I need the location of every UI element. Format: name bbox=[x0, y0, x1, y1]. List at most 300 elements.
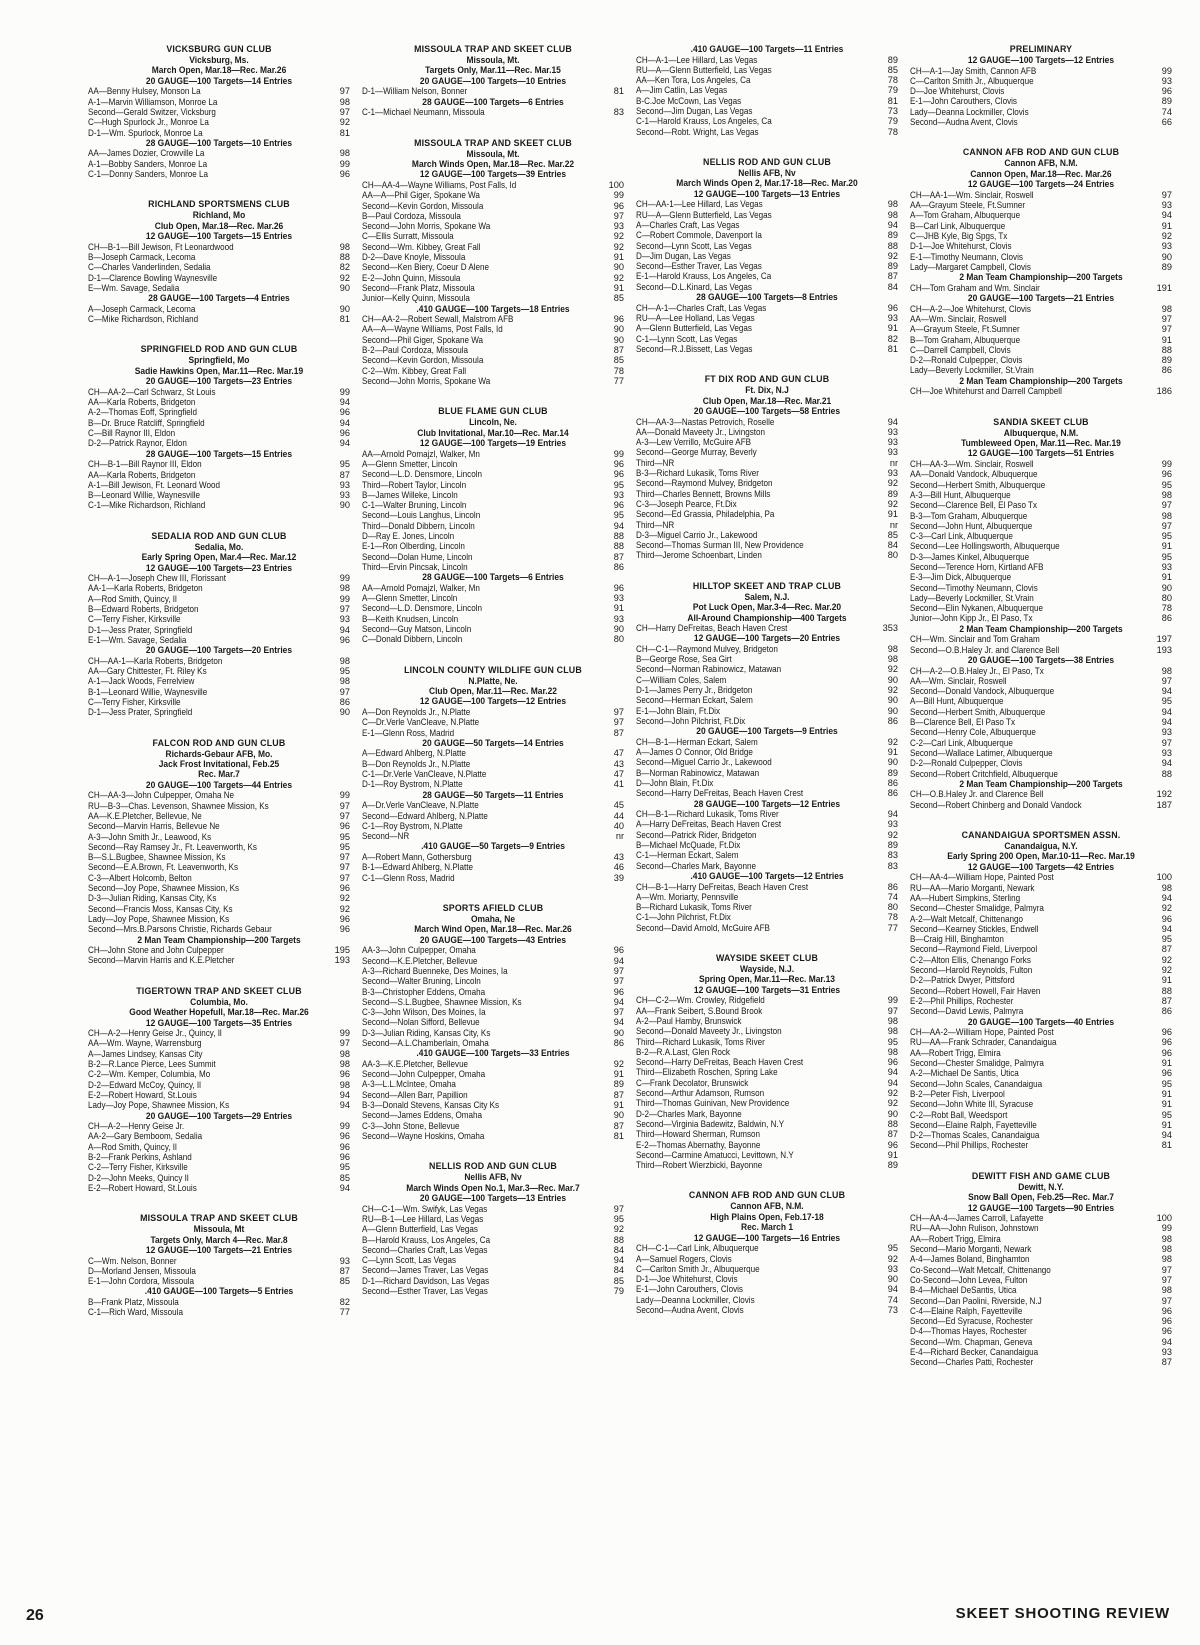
shooter-name: Second—Robert Critchfield, Albuquerque bbox=[910, 768, 1058, 779]
shooter-name: B—Harold Krauss, Los Angeles, Ca bbox=[362, 1234, 491, 1245]
shooter-score: 88 bbox=[613, 1234, 624, 1245]
shooter-name: B—Joseph Carmack, Lecoma bbox=[88, 252, 196, 263]
result-row bbox=[88, 1049, 350, 1059]
shooter-score: 92 bbox=[339, 903, 350, 914]
club-location: Cannon AFB, N.M. bbox=[730, 1200, 804, 1212]
shooter-name: A-3—Bill Hunt, Albuquerque bbox=[910, 489, 1011, 500]
shooter-score: 98 bbox=[887, 643, 898, 654]
shooter-name: B—Carl Link, Albuquerque bbox=[910, 220, 1006, 231]
club-name: LINCOLN COUNTY WILDLIFE GUN CLUB bbox=[404, 664, 582, 676]
result-row bbox=[910, 1326, 1172, 1336]
shooter-score: 91 bbox=[887, 323, 898, 334]
shooter-name: C—Wm. Nelson, Bonner bbox=[88, 1255, 177, 1266]
shooter-score: 98 bbox=[339, 148, 350, 159]
club-name: SANDIA SKEET CLUB bbox=[993, 416, 1089, 428]
shooter-score: 96 bbox=[339, 1152, 350, 1162]
shooter-name: CH—Harry DeFreitas, Beach Haven Crest bbox=[636, 622, 788, 633]
shooter-name: C-2—Robt Ball, Weedsport bbox=[910, 1109, 1008, 1120]
shooter-score: 99 bbox=[887, 995, 898, 1006]
result-row bbox=[88, 821, 350, 831]
shooter-score: 92 bbox=[887, 664, 898, 675]
shooter-name: D-2—Charles Mark, Bayonne bbox=[636, 1108, 742, 1119]
club-location: N.Platte, Ne. bbox=[468, 674, 518, 686]
shooter-score: 85 bbox=[887, 529, 898, 540]
shooter-name: CH—C-1—Wm. Swifyk, Las Vegas bbox=[362, 1203, 488, 1214]
result-row bbox=[362, 1286, 624, 1296]
shooter-name: C—William Coles, Salem bbox=[636, 674, 727, 685]
shooter-score: 96 bbox=[1161, 1037, 1172, 1048]
shooter-name: B-2—Peter Fish, Liverpool bbox=[910, 1088, 1005, 1099]
result-row bbox=[910, 1337, 1172, 1347]
result-row bbox=[88, 1152, 350, 1162]
shooter-score: 95 bbox=[1161, 551, 1172, 562]
result-row bbox=[362, 966, 624, 976]
shooter-name: D—Joe Whitehurst, Clovis bbox=[910, 86, 1005, 97]
shooter-name: A-1—Bobby Sanders, Monroe La bbox=[88, 158, 208, 169]
gauge-event-heading: 28 GAUGE—100 Targets—8 Entries bbox=[696, 291, 838, 303]
result-row bbox=[88, 304, 350, 314]
shooter-name: Second—Ken Biery, Coeur D Alene bbox=[362, 262, 490, 273]
shooter-name: C-1—Donny Sanders, Monroe La bbox=[88, 169, 208, 180]
club-results bbox=[910, 147, 1172, 396]
result-row bbox=[88, 811, 350, 821]
shooter-name: A-2—Thomas Eoff, Springfield bbox=[88, 407, 198, 418]
shooter-name: Second—Kevin Gordon, Missoula bbox=[362, 200, 484, 211]
shooter-name: Second—Elaine Ralph, Fayetteville bbox=[910, 1119, 1037, 1130]
result-row bbox=[88, 1080, 350, 1090]
shooter-score: 92 bbox=[339, 117, 350, 128]
result-row bbox=[362, 459, 624, 469]
result-row bbox=[362, 490, 624, 500]
shooter-score: 98 bbox=[339, 1059, 350, 1070]
result-row bbox=[636, 489, 898, 499]
shooter-name: A-2—Walt Metcalf, Chittenango bbox=[910, 913, 1023, 924]
shooter-score: 87 bbox=[613, 551, 624, 562]
club-location: Salem, N.J. bbox=[744, 590, 790, 602]
shooter-score: 89 bbox=[887, 1160, 898, 1171]
shooter-name: Second—Miguel Carrio Jr., Lakewood bbox=[636, 757, 772, 768]
shooter-score: 95 bbox=[1161, 1109, 1172, 1120]
gauge-event-heading: 20 GAUGE—100 Targets—9 Entries bbox=[696, 725, 838, 737]
result-row bbox=[636, 106, 898, 116]
result-row bbox=[88, 697, 350, 707]
shooter-score: 94 bbox=[613, 520, 624, 531]
shooter-score: 96 bbox=[1161, 1326, 1172, 1337]
shooter-score: 98 bbox=[339, 655, 350, 666]
shooter-name: CH—A-1—Lee Hillard, Las Vegas bbox=[636, 54, 758, 65]
shooter-score: 86 bbox=[1161, 365, 1172, 376]
shooter-score: 78 bbox=[887, 912, 898, 923]
gauge-event-heading: 28 GAUGE—50 Targets—11 Entries bbox=[422, 788, 564, 800]
shooter-name: C-1—Walter Bruning, Lincoln bbox=[362, 500, 467, 511]
shooter-score: 195 bbox=[334, 945, 350, 956]
result-row bbox=[910, 117, 1172, 127]
shooter-score: 88 bbox=[1161, 768, 1172, 779]
result-row bbox=[362, 583, 624, 593]
club-name: SEDALIA ROD AND GUN CLUB bbox=[151, 530, 287, 542]
result-row bbox=[910, 541, 1172, 551]
club-name: RICHLAND SPORTSMENS CLUB bbox=[148, 199, 290, 211]
shooter-score: 99 bbox=[339, 386, 350, 397]
shooter-name: Second—Marvin Harris, Bellevue Ne bbox=[88, 821, 220, 832]
club-name: BLUE FLAME GUN CLUB bbox=[438, 406, 548, 418]
shooter-name: CH—AA-1—Lee Hillard, Las Vegas bbox=[636, 199, 763, 210]
club-location: Vicksburg, Ms. bbox=[189, 54, 249, 65]
shooter-score: 93 bbox=[1161, 727, 1172, 738]
club-results bbox=[362, 665, 624, 883]
result-row bbox=[636, 1088, 898, 1098]
result-row bbox=[910, 1213, 1172, 1223]
result-row bbox=[636, 1274, 898, 1284]
shooter-name: C—Ellis Surratt, Missoula bbox=[362, 231, 454, 242]
shooter-score: 94 bbox=[1161, 1130, 1172, 1141]
result-row bbox=[636, 241, 898, 251]
shooter-score: 74 bbox=[887, 891, 898, 902]
result-row bbox=[910, 1316, 1172, 1326]
club-results bbox=[88, 986, 350, 1193]
club-name: FALCON ROD AND GUN CLUB bbox=[152, 737, 286, 749]
result-row bbox=[88, 1307, 350, 1317]
shooter-score: 97 bbox=[339, 810, 350, 821]
club-results bbox=[88, 738, 350, 966]
shooter-name: B-2—Paul Cordoza, Missoula bbox=[362, 345, 469, 356]
result-row bbox=[88, 614, 350, 624]
shooter-name: B-3—Christopher Eddens, Omaha bbox=[362, 986, 486, 997]
result-row bbox=[910, 872, 1172, 882]
shooter-score: 87 bbox=[339, 1265, 350, 1276]
shooter-score: 93 bbox=[613, 489, 624, 500]
shooter-name: E-3—Jim Dick, Albuquerque bbox=[910, 572, 1012, 583]
result-row bbox=[88, 801, 350, 811]
result-row bbox=[910, 593, 1172, 603]
shooter-score: 93 bbox=[1161, 75, 1172, 86]
shooter-score: 87 bbox=[1161, 1357, 1172, 1368]
shooter-name: B—Paul Cordoza, Missoula bbox=[362, 210, 461, 221]
result-row bbox=[910, 1099, 1172, 1109]
result-row bbox=[636, 344, 898, 354]
shooter-name: C—Charles Vanderlinden, Sedalia bbox=[88, 262, 211, 273]
shooter-score: 86 bbox=[887, 777, 898, 788]
club-event: Club Open, Mar.11—Rec. Mar.22 bbox=[428, 684, 558, 696]
shooter-score: 98 bbox=[1161, 1285, 1172, 1296]
result-row bbox=[88, 707, 350, 717]
club-results bbox=[636, 374, 898, 561]
shooter-name: Second—Harold Reynolds, Fulton bbox=[910, 965, 1033, 976]
club-name: SPRINGFIELD ROD AND GUN CLUB bbox=[140, 344, 298, 356]
result-row bbox=[910, 1265, 1172, 1275]
shooter-name: C-1—Glenn Ross, Madrid bbox=[362, 872, 455, 883]
club-name: CANNON AFB ROD AND GUN CLUB bbox=[962, 147, 1120, 159]
result-row bbox=[910, 1275, 1172, 1285]
shooter-name: Second—Audna Avent, Clovis bbox=[910, 117, 1018, 128]
shooter-name: Third—Jerome Schoenbart, Linden bbox=[636, 550, 762, 561]
shooter-name: AA—Wm. Sinclair, Roswell bbox=[910, 313, 1007, 324]
shooter-score: 97 bbox=[613, 210, 624, 221]
shooter-score: 97 bbox=[1161, 1264, 1172, 1275]
shooter-name: AA—Grayum Steele, Ft.Sumner bbox=[910, 200, 1026, 211]
gauge-event-heading: .410 GAUGE—100 Targets—5 Entries bbox=[144, 1285, 294, 1297]
shooter-score: 91 bbox=[613, 1100, 624, 1111]
club-location: Nellis AFB, Nv bbox=[464, 1171, 522, 1183]
shooter-name: Second—Frank Platz, Missoula bbox=[362, 282, 475, 293]
result-row bbox=[910, 1058, 1172, 1068]
shooter-name: CH—B-1—Richard Lukasik, Toms River bbox=[636, 809, 779, 820]
shooter-name: A-4—James Boland, Binghamton bbox=[910, 1254, 1030, 1265]
shooter-name: Second—Chester Smalidge, Palmyra bbox=[910, 1058, 1044, 1069]
shooter-score: 92 bbox=[887, 498, 898, 509]
shooter-name: Second—Charles Mark, Bayonne bbox=[636, 860, 756, 871]
result-row bbox=[362, 624, 624, 634]
shooter-score: 186 bbox=[1156, 386, 1172, 397]
shooter-score: 99 bbox=[339, 790, 350, 801]
gauge-event-heading: 12 GAUGE—100 Targets—51 Entries bbox=[967, 447, 1115, 459]
club-location: Canandaigua, N.Y. bbox=[1004, 840, 1078, 851]
result-row bbox=[910, 304, 1172, 314]
shooter-score: 94 bbox=[613, 996, 624, 1007]
result-row bbox=[362, 366, 624, 376]
shooter-name: B—Craig Hill, Binghamton bbox=[910, 934, 1004, 945]
shooter-name: CH—A-2—O.B.Haley Jr., El Paso, Tx bbox=[910, 665, 1044, 676]
shooter-name: CH—B-1—Bill Jewison, Ft Leonardwood bbox=[88, 241, 234, 252]
shooter-name: AA-3—John Culpepper, Omaha bbox=[362, 945, 476, 956]
result-row bbox=[910, 490, 1172, 500]
shooter-score: 99 bbox=[339, 573, 350, 584]
result-row bbox=[636, 850, 898, 860]
shooter-score: 87 bbox=[339, 469, 350, 480]
result-row bbox=[910, 934, 1172, 944]
result-row bbox=[910, 1254, 1172, 1264]
result-row bbox=[362, 221, 624, 231]
shooter-name: RU—AA—John Rulison, Johnstown bbox=[910, 1223, 1039, 1234]
shooter-score: 91 bbox=[1161, 572, 1172, 583]
club-event: March Wind Open, Mar.18—Rec. Mar.26 bbox=[414, 923, 572, 935]
shooter-score: 87 bbox=[613, 1089, 624, 1100]
results-column bbox=[362, 44, 624, 1574]
result-row bbox=[88, 676, 350, 686]
shooter-score: 92 bbox=[887, 478, 898, 489]
shooter-name: E-1—John Carouthers, Clovis bbox=[636, 1284, 743, 1295]
result-row bbox=[910, 727, 1172, 737]
shooter-score: 97 bbox=[613, 706, 624, 717]
gauge-event-heading: 28 GAUGE—100 Targets—6 Entries bbox=[422, 95, 564, 107]
result-row bbox=[636, 654, 898, 664]
shooter-name: Second—Clarence Bell, El Paso Tx bbox=[910, 500, 1038, 511]
shooter-name: Second—Arthur Adamson, Rumson bbox=[636, 1088, 765, 1099]
club-event: Good Weather Hopefull, Mar.18—Rec. Mar.26 bbox=[129, 1006, 309, 1018]
shooter-name: RU—AA—Mario Morganti, Newark bbox=[910, 882, 1035, 893]
team-championship-heading: 2 Man Team Championship—200 Targets bbox=[137, 933, 301, 945]
result-row bbox=[910, 231, 1172, 241]
result-row bbox=[362, 376, 624, 386]
result-row bbox=[362, 314, 624, 324]
shooter-name: E-1—Ron Olberding, Lincoln bbox=[362, 541, 465, 552]
result-row bbox=[910, 190, 1172, 200]
club-date: Rec. Mar.7 bbox=[198, 768, 240, 780]
result-row bbox=[88, 500, 350, 510]
shooter-score: 94 bbox=[613, 955, 624, 966]
result-row bbox=[88, 1256, 350, 1266]
result-row bbox=[910, 210, 1172, 220]
result-row bbox=[910, 521, 1172, 531]
shooter-name: Second—Mario Morganti, Newark bbox=[910, 1244, 1032, 1255]
shooter-name: Second—Ray Ramsey Jr., Ft. Leavenworth, Ks bbox=[88, 841, 257, 852]
shooter-score: 94 bbox=[1161, 1336, 1172, 1347]
shooter-score: 91 bbox=[1161, 1119, 1172, 1130]
shooter-score: 45 bbox=[613, 800, 624, 811]
shooter-name: CH—AA-2—Carl Schwarz, St Louis bbox=[88, 386, 216, 397]
shooter-name: Second—Walter Bruning, Lincoln bbox=[362, 976, 481, 987]
shooter-name: Lady—Joy Pope, Shawnee Mission, Ks bbox=[88, 1100, 230, 1111]
result-row bbox=[362, 1276, 624, 1286]
result-row bbox=[362, 759, 624, 769]
shooter-name: Second—Marvin Harris and K.E.Pletcher bbox=[88, 955, 235, 966]
result-row bbox=[636, 912, 898, 922]
result-row bbox=[910, 1296, 1172, 1306]
result-row bbox=[910, 1089, 1172, 1099]
club-results bbox=[636, 953, 898, 1170]
shooter-name: C-1—Harold Krauss, Los Angeles, Ca bbox=[636, 116, 772, 127]
shooter-score: 98 bbox=[1161, 303, 1172, 314]
result-row bbox=[88, 1173, 350, 1183]
gauge-event-heading: 20 GAUGE—50 Targets—14 Entries bbox=[422, 736, 564, 748]
shooter-score: 91 bbox=[1161, 975, 1172, 986]
result-row bbox=[910, 241, 1172, 251]
shooter-name: B-2—R.A.Last, Glen Rock bbox=[636, 1046, 730, 1057]
club-location: Wayside, N.J. bbox=[739, 963, 795, 974]
result-row bbox=[362, 211, 624, 221]
result-row bbox=[636, 313, 898, 323]
result-row bbox=[910, 469, 1172, 479]
shooter-name: D—Jim Dugan, Las Vegas bbox=[636, 250, 731, 261]
result-row bbox=[910, 96, 1172, 106]
shooter-score: 80 bbox=[1161, 592, 1172, 603]
shooter-score: 85 bbox=[613, 355, 624, 366]
shooter-name: E—Wm. Savage, Sedalia bbox=[88, 282, 180, 293]
shooter-name: Lady—Margaret Campbell, Clovis bbox=[910, 261, 1031, 272]
club-event: March Winds Open 2, Mar.17-18—Rec. Mar.20 bbox=[676, 177, 858, 189]
shooter-score: 84 bbox=[887, 281, 898, 292]
gauge-event-heading: 12 GAUGE—100 Targets—24 Entries bbox=[967, 178, 1115, 190]
shooter-score: 94 bbox=[887, 219, 898, 230]
shooter-score: 92 bbox=[887, 1088, 898, 1099]
result-row bbox=[362, 707, 624, 717]
publication-title: SKEET SHOOTING REVIEW bbox=[955, 1605, 1170, 1622]
result-row bbox=[910, 748, 1172, 758]
shooter-name: Second—Lynn Scott, Las Vegas bbox=[636, 240, 752, 251]
shooter-score: 93 bbox=[1161, 200, 1172, 211]
result-row bbox=[636, 685, 898, 695]
shooter-score: 93 bbox=[1161, 241, 1172, 252]
shooter-score: 94 bbox=[339, 624, 350, 635]
shooter-name: A-2—Paul Hamby, Brunswick bbox=[636, 1016, 742, 1026]
shooter-score: 87 bbox=[613, 727, 624, 738]
shooter-name: A—Jim Catlin, Las Vegas bbox=[636, 85, 728, 96]
shooter-name: Second—Joy Pope, Shawnee Mission, Ks bbox=[88, 883, 240, 894]
club-event: March Open, Mar.18—Rec. Mar.26 bbox=[151, 64, 287, 76]
result-row bbox=[636, 1109, 898, 1119]
shooter-score: 96 bbox=[339, 634, 350, 645]
gauge-event-heading: 12 GAUGE—100 Targets—13 Entries bbox=[693, 187, 841, 199]
shooter-name: E-1—John Carouthers, Clovis bbox=[910, 96, 1017, 107]
shooter-score: 91 bbox=[887, 509, 898, 520]
shooter-name: Second—Norman Rabinowicz, Matawan bbox=[636, 664, 782, 675]
shooter-name: B—Don Reynolds Jr., N.Platte bbox=[362, 758, 471, 769]
result-row bbox=[362, 717, 624, 727]
result-row bbox=[362, 510, 624, 520]
shooter-name: E-1—Wm. Savage, Sedalia bbox=[88, 634, 187, 645]
shooter-score: 97 bbox=[613, 717, 624, 728]
shooter-score: 83 bbox=[887, 850, 898, 861]
shooter-score: 91 bbox=[1161, 220, 1172, 231]
shooter-score: 87 bbox=[613, 1120, 624, 1131]
shooter-score: 96 bbox=[613, 469, 624, 480]
gauge-event-heading: 12 GAUGE—100 Targets—16 Entries bbox=[693, 1231, 841, 1243]
result-row bbox=[88, 387, 350, 397]
result-row bbox=[636, 664, 898, 674]
shooter-name: E-2—John Quinn, Missoula bbox=[362, 272, 461, 283]
shooter-name: Second—Dan Paolini, Riverside, N.J bbox=[910, 1295, 1042, 1306]
shooter-score: 74 bbox=[887, 1294, 898, 1305]
shooter-score: 98 bbox=[339, 583, 350, 594]
shooter-name: Second—George Murray, Beverly bbox=[636, 447, 757, 458]
shooter-score: 93 bbox=[339, 1255, 350, 1266]
gauge-event-heading: 20 GAUGE—100 Targets—21 Entries bbox=[967, 292, 1115, 304]
shooter-name: CH—B-1—Bill Raynor III, Eldon bbox=[88, 459, 202, 470]
shooter-name: E-1—Glenn Ross, Madrid bbox=[362, 727, 455, 738]
shooter-name: CH—A-1—Jay Smith, Cannon AFB bbox=[910, 65, 1037, 76]
gauge-event-heading: 20 GAUGE—100 Targets—23 Entries bbox=[145, 375, 293, 387]
shooter-score: 79 bbox=[613, 1286, 624, 1297]
shooter-score: 96 bbox=[613, 582, 624, 593]
result-row bbox=[910, 221, 1172, 231]
shooter-name: Third—Elizabeth Roschen, Spring Lake bbox=[636, 1067, 778, 1078]
shooter-score: 93 bbox=[887, 426, 898, 437]
shooter-name: Third—Charles Bennett, Browns Mills bbox=[636, 488, 771, 499]
result-row bbox=[910, 1234, 1172, 1244]
page-number: 26 bbox=[26, 1607, 44, 1624]
shooter-name: Third—Richard Lukasik, Toms River bbox=[636, 1036, 765, 1047]
result-row bbox=[88, 1266, 350, 1276]
result-row bbox=[910, 676, 1172, 686]
club-name: HILLTOP SKEET AND TRAP CLUB bbox=[692, 580, 842, 592]
result-row bbox=[362, 1245, 624, 1255]
shooter-name: D-3—James Kinkel, Albuquerque bbox=[910, 551, 1030, 562]
result-row bbox=[636, 1037, 898, 1047]
shooter-score: 94 bbox=[1161, 717, 1172, 728]
shooter-score: 73 bbox=[887, 1305, 898, 1316]
shooter-name: AA—A—Phil Giger, Spokane Wa bbox=[362, 190, 480, 201]
shooter-score: 87 bbox=[887, 271, 898, 282]
shooter-score: 93 bbox=[613, 613, 624, 624]
result-row bbox=[362, 500, 624, 510]
result-row bbox=[362, 1265, 624, 1275]
shooter-score: 94 bbox=[339, 417, 350, 428]
shooter-score: 197 bbox=[1156, 634, 1172, 645]
result-row bbox=[88, 480, 350, 490]
shooter-name: Third—Donald Dibbern, Lincoln bbox=[362, 520, 475, 531]
shooter-score: 98 bbox=[339, 676, 350, 687]
result-row bbox=[88, 1028, 350, 1038]
result-row bbox=[910, 1027, 1172, 1037]
club-name: FT DIX ROD AND GUN CLUB bbox=[704, 374, 830, 386]
shooter-name: D-2—Dave Knoyle, Missoula bbox=[362, 252, 466, 263]
shooter-name: B-3—Richard Lukasik, Toms River bbox=[636, 468, 759, 479]
gauge-event-heading: 20 GAUGE—100 Targets—29 Entries bbox=[145, 1109, 293, 1121]
shooter-score: 84 bbox=[613, 1265, 624, 1276]
shooter-score: 89 bbox=[1161, 96, 1172, 107]
shooter-score: 99 bbox=[339, 593, 350, 604]
shooter-score: 99 bbox=[339, 158, 350, 169]
